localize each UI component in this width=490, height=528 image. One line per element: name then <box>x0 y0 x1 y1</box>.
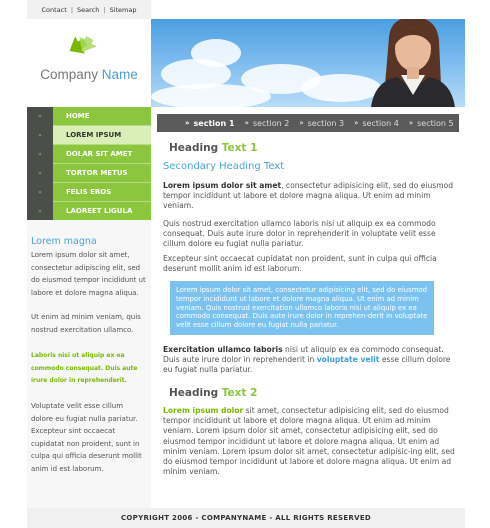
tab-section-5[interactable] <box>409 119 454 128</box>
arrow-logo-icon <box>64 31 96 59</box>
name-word: Name <box>101 67 138 82</box>
tab-section-3[interactable] <box>299 119 344 128</box>
paragraph-text: nisi ut aliquip ex ea commodo consequat. Duis aute irure dolor in reprehenderit in <box>163 345 444 365</box>
tab-label: section 4 <box>362 118 399 128</box>
footer: COPYRIGHT 2006 - COMPANYNAME - ALL RIGHTS RESERVED <box>27 508 465 528</box>
bullet-icon: » <box>27 202 53 221</box>
bullet-icon: » <box>27 107 53 126</box>
heading-accent: Text 2 <box>221 387 258 399</box>
top-links <box>27 0 151 19</box>
heading-accent: Text 1 <box>221 142 258 154</box>
tab-label: section 2 <box>252 118 290 128</box>
header-banner <box>151 19 465 107</box>
separator: | <box>70 5 74 14</box>
tab-section-1[interactable] <box>185 119 235 128</box>
bold-lead: Lorem ipsum dolor sit amet <box>163 181 282 190</box>
voluptate-link[interactable]: voluptate velit <box>316 355 380 365</box>
contact-link[interactable]: Contact <box>41 5 67 14</box>
nav-label: HOME <box>53 107 151 126</box>
double-arrow-icon: » <box>185 119 190 127</box>
company-name[interactable] <box>27 67 151 82</box>
cloud <box>191 39 241 67</box>
paragraph-4 <box>163 345 455 376</box>
sidebar-highlight: Laboris nisi ut aliquip ex ea commodo consequat. Duis aute irure dolor in reprehenderit. <box>31 352 138 384</box>
company-word: Company <box>40 67 98 82</box>
paragraph-3: Excepteur sint occaecat cupidatat non proident, sunt in culpa qui officia deserunt mollit anim id est laborum. <box>163 254 437 274</box>
paragraph-text: sit amet, consectetur adipisicing elit, sed do eiusmod tempor incididunt ut labore et dolore magna aliqua. Ut enim ad minim veniam. Lorem ipsum dolor sit amet, consectetur adipisicing elit, sed do eiusmod tempor incididunt ut labore et dolore magna aliqua. Ut enim ad minim veniam. Lorem ipsum dolor sit amet, consectetur adipisic-ing elit, sed do eiusmod tempor incididunt ut labore et dolore magna aliqua. Ut enim ad minim veniam. <box>163 406 455 477</box>
double-arrow-icon: » <box>299 119 304 127</box>
heading-word: Heading <box>169 142 219 154</box>
paragraph-text: , consectetur adipisicing elit, sed do eiusmod tempor incididunt ut labore et dolore magna aliqua. Ut enim ad minim veniam. <box>163 181 454 211</box>
bullet-icon: » <box>27 145 53 164</box>
bold-lead: Exercitation ullamco laboris <box>163 345 283 354</box>
paragraph-2: Quis nostrud exercitation ullamco laboris nisi ut aliquip ex ea commodo consequat. Duis aute irure dolor in reprehenderit in voluptate velit esse cillum dolore eu fugiat nulla pariatur. <box>163 219 436 249</box>
heading-word: Heading <box>169 387 219 399</box>
search-link[interactable]: Search <box>77 5 100 14</box>
heading-2 <box>169 387 257 399</box>
heading-1 <box>169 142 257 154</box>
paragraph-5 <box>163 406 455 477</box>
businesswoman-photo <box>361 19 465 107</box>
nav-label: TORTOR METUS <box>53 164 151 183</box>
green-lead: Lorem ipsum dolor <box>163 406 244 415</box>
nav-label: LOREM IPSUM <box>53 126 151 145</box>
tab-section-2[interactable] <box>245 119 290 128</box>
sidebar-paragraph: Ut enim ad minim veniam, quis nostrud exercitation ullamco. <box>31 313 141 334</box>
bullet-icon: » <box>27 164 53 183</box>
nav-item-dolar-sit-amet[interactable] <box>27 145 151 164</box>
cloud <box>151 84 271 107</box>
double-arrow-icon: » <box>354 119 359 127</box>
tab-label: section 1 <box>193 118 235 128</box>
sidebar-paragraph: Lorem ipsum dolor sit amet, consectetur adipiscing elit, sed do eiusmod tempor incididunt ut labore et dolore magna aliqua. <box>31 251 146 297</box>
bullet-icon: » <box>27 126 53 145</box>
paragraph-text: esse cillum dolore eu fugiat nulla pariatur. <box>163 355 451 375</box>
double-arrow-icon: » <box>408 119 414 127</box>
tab-section-4[interactable] <box>354 119 399 128</box>
paragraph-1 <box>163 181 455 212</box>
separator: | <box>103 5 106 14</box>
nav-item-felis-eros[interactable] <box>27 183 151 202</box>
nav-item-laoreet-ligula[interactable] <box>27 202 151 221</box>
nav-item-home[interactable] <box>27 107 151 126</box>
tab-label: section 5 <box>417 118 454 128</box>
double-arrow-icon: » <box>244 119 249 127</box>
sidebar-heading: Lorem magna <box>31 236 97 247</box>
logo-area <box>27 19 151 107</box>
section-tabs <box>157 114 459 132</box>
bullet-icon: » <box>27 183 53 202</box>
nav-label: LAOREET LIGULA <box>53 202 151 221</box>
nav-label: FELIS EROS <box>53 183 151 202</box>
main-nav <box>27 107 151 221</box>
sidebar-paragraph: Voluptate velit esse cillum dolore eu fugiat nulla pariatur. Excepteur sint occaecat cupidatat non proident, sunt in culpa qui officia deserunt mollit anim id est laborum. <box>31 402 142 473</box>
tab-label: section 3 <box>307 118 345 128</box>
secondary-heading: Secondary Heading Text <box>163 161 285 172</box>
callout-box: Lorem ipsum dolor sit amet, consectetur adipisicing elit, sed do eiusmod tempor incididunt ut labore et dolore magna aliqua. Ut enim ad minim veniam. Quis nostrud exercitation ullamco laboris nisi ut aliquip ex ea commodo consequat. Duis aute irure dolor in reprehen-derit in voluptate velit esse cillum dolore eu fugiat nulla pariatur. <box>170 281 434 335</box>
nav-item-tortor-metus[interactable] <box>27 164 151 183</box>
nav-label: DOLAR SIT AMET <box>53 145 151 164</box>
sitemap-link[interactable]: Sitemap <box>109 5 137 14</box>
nav-item-lorem-ipsum[interactable] <box>27 126 151 145</box>
